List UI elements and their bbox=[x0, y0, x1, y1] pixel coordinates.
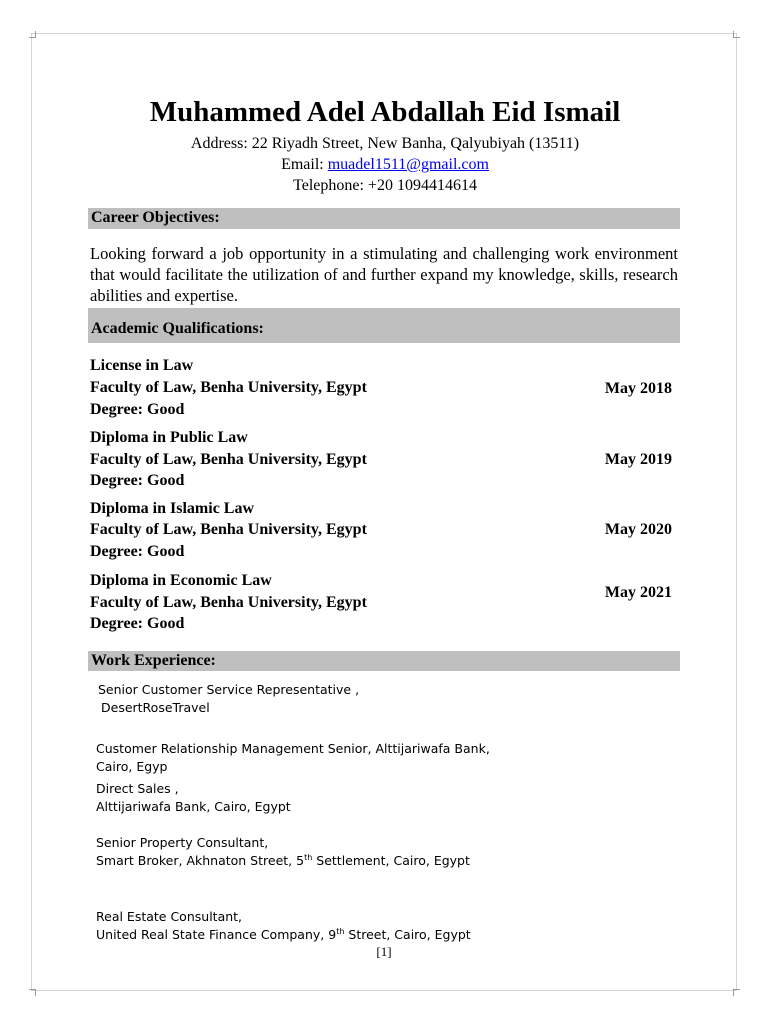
qualification-date: May 2019 bbox=[604, 451, 672, 468]
job-place: Cairo, Egyp bbox=[96, 759, 168, 774]
qualification-degree: Degree: Good bbox=[90, 543, 185, 560]
qualification-title: License in Law bbox=[90, 357, 194, 374]
email-link[interactable]: muadel1511@gmail.com bbox=[327, 156, 489, 173]
qualification-school: Faculty of Law, Benha University, Egypt bbox=[90, 521, 367, 538]
job-role: Direct Sales , bbox=[96, 781, 179, 796]
qualification-school: Faculty of Law, Benha University, Egypt bbox=[90, 594, 367, 611]
qualification-title: Diploma in Public Law bbox=[90, 429, 248, 446]
job-place: Smart Broker, Akhnaton Street, 5th Settlement, Cairo, Egypt bbox=[96, 852, 470, 868]
job-place: Alttijariwafa Bank, Cairo, Egypt bbox=[96, 799, 291, 814]
qualification-degree: Degree: Good bbox=[90, 472, 185, 489]
candidate-name: Muhammed Adel Abdallah Eid Ismail bbox=[149, 96, 621, 128]
qualification-date: May 2018 bbox=[604, 380, 672, 397]
qualification-title: Diploma in Economic Law bbox=[90, 572, 272, 589]
job-role: Senior Property Consultant, bbox=[96, 835, 269, 850]
page-number: [1] bbox=[376, 944, 392, 959]
career-objective-text: Looking forward a job opportunity in a stimulating and challenging work environment that would facilitate the utilization of and further expand my knowledge, skills, research abilities and expertise. bbox=[90, 244, 678, 305]
qualification-date: May 2021 bbox=[604, 584, 672, 601]
work-experience-heading: Work Experience: bbox=[88, 651, 680, 671]
qualification-degree: Degree: Good bbox=[90, 401, 185, 418]
email-line bbox=[90, 155, 680, 175]
crop-mark-top-left bbox=[29, 31, 36, 38]
email-label: Email: bbox=[281, 156, 328, 173]
qualification-degree: Degree: Good bbox=[90, 615, 185, 632]
telephone-line: Telephone: +20 1094414614 bbox=[293, 177, 477, 194]
academic-qualifications-heading: Academic Qualifications: bbox=[88, 308, 680, 343]
qualification-school: Faculty of Law, Benha University, Egypt bbox=[90, 451, 367, 468]
crop-mark-bottom-right bbox=[733, 989, 740, 996]
job-place: United Real State Finance Company, 9th Street, Cairo, Egypt bbox=[96, 926, 471, 942]
job-role: Real Estate Consultant, bbox=[96, 909, 243, 924]
qualification-title: Diploma in Islamic Law bbox=[90, 500, 255, 517]
job-role: Senior Customer Service Representative , bbox=[98, 682, 360, 697]
job-role: Customer Relationship Management Senior, Alttijariwafa Bank, bbox=[96, 741, 490, 756]
crop-mark-top-right bbox=[733, 31, 740, 38]
job-place: DesertRoseTravel bbox=[101, 700, 210, 715]
address-line: Address: 22 Riyadh Street, New Banha, Qalyubiyah (13511) bbox=[190, 135, 580, 152]
qualification-date: May 2020 bbox=[604, 521, 672, 538]
career-objectives-heading: Career Objectives: bbox=[88, 208, 680, 229]
crop-mark-bottom-left bbox=[29, 989, 36, 996]
qualification-school: Faculty of Law, Benha University, Egypt bbox=[90, 379, 367, 396]
